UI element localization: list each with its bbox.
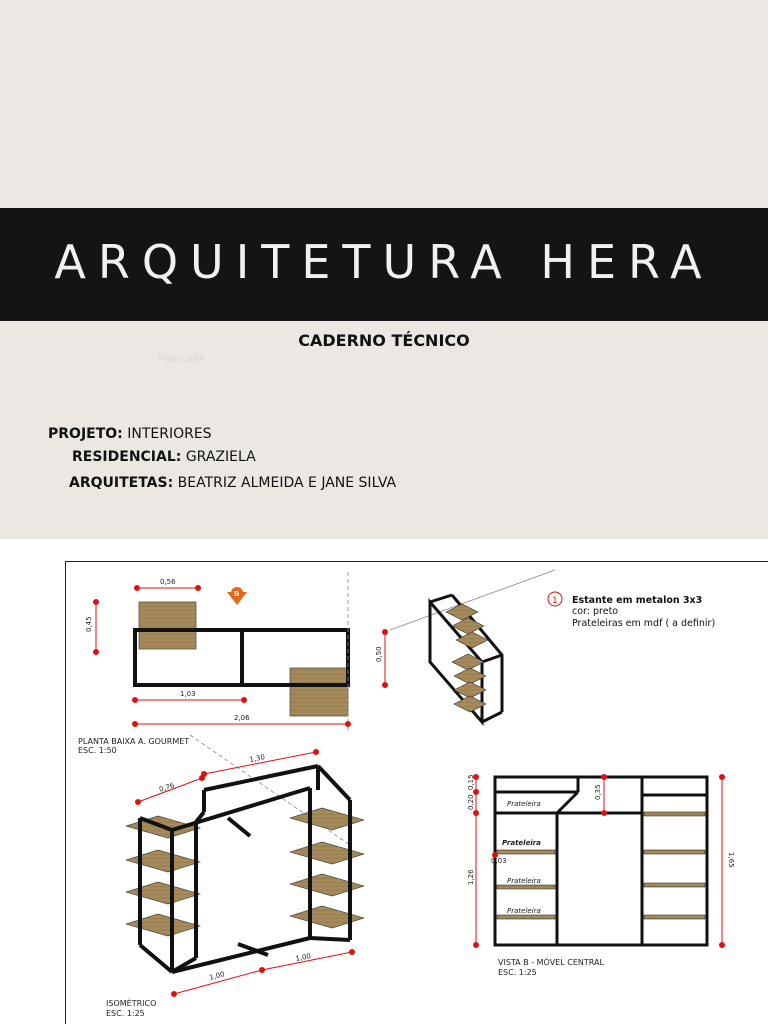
dim-103: 1,03 xyxy=(180,690,196,698)
elevation-title: VISTA B - MÓVEL CENTRAL xyxy=(498,958,604,967)
iso-frame xyxy=(140,766,350,972)
projeto-label: PROJETO: xyxy=(48,426,123,442)
dim-020: 0,20 xyxy=(467,794,475,810)
plan-title: PLANTA BAIXA A. GOURMET xyxy=(78,737,190,746)
dim-003: 0,03 xyxy=(491,857,507,865)
dim-050: 0,50 xyxy=(375,646,383,662)
dim-045: 0,45 xyxy=(85,616,93,632)
plan-wood-panel xyxy=(139,602,196,649)
arquitetas-label: ARQUITETAS: xyxy=(69,475,174,491)
iso-title: ISOMÉTRICO xyxy=(106,999,157,1008)
projeto-value: INTERIORES xyxy=(127,426,212,442)
dim-165: 1,65 xyxy=(727,852,735,868)
dim-100a: 1,00 xyxy=(208,970,226,982)
note-line-3: Prateleiras em mdf ( a definir) xyxy=(572,618,716,629)
dim-130: 1,30 xyxy=(248,753,266,764)
dim-126: 1,26 xyxy=(467,869,475,885)
note-number: 1 xyxy=(552,596,558,606)
elevation-scale: ESC. 1:25 xyxy=(498,968,537,977)
note-block xyxy=(548,592,715,629)
large-isometric xyxy=(106,750,364,1019)
note-line-2: cor: preto xyxy=(572,606,619,617)
dim-206: 2,06 xyxy=(234,714,250,722)
dim-015: 0,15 xyxy=(467,774,475,790)
shelf-label: Prateleira xyxy=(507,800,541,808)
dim-056: 0,56 xyxy=(160,578,176,586)
elevation-view xyxy=(467,774,735,977)
shelf-label: Prateleira xyxy=(502,839,541,847)
arquitetas-value: BEATRIZ ALMEIDA E JANE SILVA xyxy=(177,475,397,491)
section-marker-label: B xyxy=(234,590,240,598)
office-title: ARQUITETURA HERA xyxy=(54,235,714,289)
dim-035: 0,35 xyxy=(594,784,602,800)
document-subtitle: CADERNO TÉCNICO xyxy=(298,331,470,350)
dim-076: 0,76 xyxy=(158,781,176,794)
iso-scale: ESC. 1:25 xyxy=(106,1009,145,1018)
plan-scale: ESC. 1:50 xyxy=(78,746,117,755)
shelf-label: Prateleira xyxy=(507,877,541,885)
dim-100b: 1,00 xyxy=(294,952,312,963)
small-isometric xyxy=(430,595,502,722)
plan-wood-panel xyxy=(290,668,348,716)
shelf-label: Prateleira xyxy=(507,907,541,915)
elevation-shelves xyxy=(497,812,705,919)
residencial-label: RESIDENCIAL: xyxy=(72,449,182,465)
residencial-value: GRAZIELA xyxy=(185,449,256,465)
note-line-1: Estante em metalon 3x3 xyxy=(572,595,703,606)
ghost-text: Plale CAPA xyxy=(158,354,205,364)
